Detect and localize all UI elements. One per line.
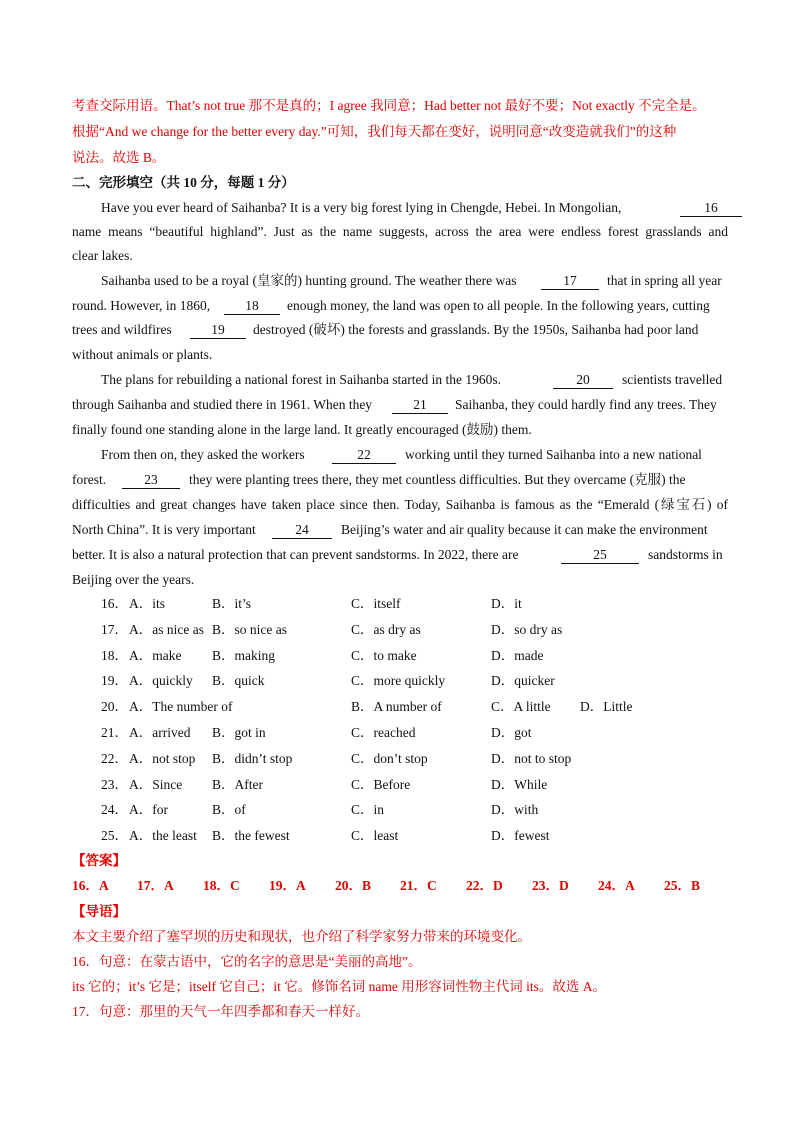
answer-item: 18．C — [203, 878, 240, 893]
guide-heading: 【导语】 — [72, 904, 126, 919]
passage-p4-line-2-start: forest. — [72, 472, 107, 487]
passage-p3-line-1-end: scientists travelled — [622, 372, 723, 387]
blank-22 — [332, 445, 396, 465]
passage-p1-line-1 — [101, 198, 621, 218]
question-number: 16． — [101, 596, 128, 611]
intro-explanation-line-3: 说法。故选 B。 — [72, 150, 166, 165]
question-number: 18． — [101, 648, 128, 663]
option-d: D．got — [491, 725, 532, 740]
option-b: B．got in — [212, 725, 266, 740]
option-c: C．Before — [351, 777, 411, 792]
answer-item: 22．D — [466, 878, 503, 893]
option-b: B．didn’t stop — [212, 751, 293, 766]
question-number: 24． — [101, 802, 128, 817]
blank-21 — [392, 395, 448, 415]
passage-text: Saihanba used to be a royal (皇家的) hunting ground. The weather there was — [101, 273, 517, 288]
option-a: A．Since — [129, 777, 183, 792]
option-a: A．as nice as — [129, 622, 204, 637]
option-b: B．of — [212, 802, 246, 817]
blank-19 — [190, 320, 246, 340]
option-d: D．not to stop — [491, 751, 572, 766]
option-b: B．it’s — [212, 596, 252, 611]
option-a: A．not stop — [129, 751, 196, 766]
option-c: C．in — [351, 802, 385, 817]
blank-17 — [541, 271, 599, 291]
passage-p4-line-5-end: sandstorms in — [648, 547, 723, 562]
passage-p4-line-6: Beijing over the years. — [72, 572, 195, 587]
passage-p1-line-2: name means “beautiful highland”. Just as the name suggests, across the area were endless forest grasslands and — [72, 224, 728, 239]
passage-p4-line-3: difficulties and great changes have taken place since then. Today, Saihanba is famous as the “Emerald (绿宝石) of — [72, 497, 728, 512]
question-number: 23． — [101, 777, 128, 792]
blank-24 — [272, 520, 332, 540]
explanation-17-line-1: 17．句意：那里的天气一年四季都和春天一样好。 — [72, 1004, 369, 1019]
passage-p2-line-2-end: enough money, the land was open to all people. In the following years, cutting — [287, 298, 710, 313]
option-c: C．itself — [351, 596, 401, 611]
question-number: 22． — [101, 751, 128, 766]
question-number: 17． — [101, 622, 128, 637]
blank-number: 16 — [680, 200, 742, 217]
option-c: C．more quickly — [351, 673, 446, 688]
option-c: C．A little — [491, 699, 551, 714]
answer-item: 16．A — [72, 878, 109, 893]
intro-explanation-line-2: 根据“And we change for the better every day.”可知，我们每天都在变好，说明同意“改变造就我们”的这种 — [72, 124, 677, 139]
option-d: D．While — [491, 777, 548, 792]
option-b: B．so nice as — [212, 622, 287, 637]
passage-p3-line-2-start: through Saihanba and studied there in 1961. When they — [72, 397, 373, 412]
answer-item: 25．B — [664, 878, 701, 893]
option-c: C．reached — [351, 725, 416, 740]
option-c: C．as dry as — [351, 622, 421, 637]
answer-item: 17．A — [137, 878, 174, 893]
question-number: 21． — [101, 725, 128, 740]
option-b: B．making — [212, 648, 275, 663]
blank-number: 20 — [553, 372, 613, 389]
blank-25 — [561, 545, 639, 565]
passage-p2-line-1-end: that in spring all year — [607, 273, 722, 288]
option-a: A．The number of — [129, 699, 233, 714]
answer-item: 20．B — [335, 878, 372, 893]
blank-number: 19 — [190, 322, 246, 339]
passage-p3-line-1-start: The plans for rebuilding a national forest in Saihanba started in the 1960s. — [101, 372, 502, 387]
answer-item: 19．A — [269, 878, 306, 893]
answer-heading: 【答案】 — [72, 853, 126, 868]
option-c: C．don’t stop — [351, 751, 428, 766]
passage-p3-line-2-end: Saihanba, they could hardly find any trees. They — [455, 397, 717, 412]
option-d: D．quicker — [491, 673, 555, 688]
blank-number: 22 — [332, 447, 396, 464]
explanation-16-line-2: its 它的；it’s 它是；itself 它自己；it 它。修饰名词 name 用形容词性物主代词 its。故选 A。 — [72, 979, 606, 994]
passage-p2-line-2-start: round. However, in 1860, — [72, 298, 211, 313]
blank-16 — [680, 198, 742, 218]
passage-p2-line-3-start: trees and wildfires — [72, 322, 172, 337]
question-number: 20． — [101, 699, 128, 714]
option-d: D．Little — [580, 699, 633, 714]
passage-p4-line-5-start: better. It is also a natural protection that can prevent sandstorms. In 2022, there are — [72, 547, 519, 562]
option-d: D．so dry as — [491, 622, 563, 637]
passage-p4-line-2-end: they were planting trees there, they met countless difficulties. But they overcame (克服) the — [189, 472, 686, 487]
passage-p2-line-4: without animals or plants. — [72, 347, 213, 362]
option-d: D．with — [491, 802, 539, 817]
explanation-16-line-1: 16．句意：在蒙古语中，它的名字的意思是“美丽的高地”。 — [72, 954, 422, 969]
question-number: 19． — [101, 673, 128, 688]
passage-p1-line-3: clear lakes. — [72, 248, 133, 263]
option-d: D．made — [491, 648, 544, 663]
blank-18 — [224, 296, 280, 316]
blank-20 — [553, 370, 613, 390]
blank-23 — [122, 470, 180, 490]
option-a: A．arrived — [129, 725, 191, 740]
option-b: B．the fewest — [212, 828, 290, 843]
option-c: C．to make — [351, 648, 417, 663]
blank-number: 17 — [541, 273, 599, 290]
option-b: B．After — [212, 777, 263, 792]
answer-item: 24．A — [598, 878, 635, 893]
blank-number: 23 — [122, 472, 180, 489]
blank-number: 24 — [272, 522, 332, 539]
passage-p4-line-4-end: Beijing’s water and air quality because it can make the environment — [341, 522, 708, 537]
blank-number: 25 — [561, 547, 639, 564]
passage-p3-line-3: finally found one standing alone in the large land. It greatly encouraged (鼓励) them. — [72, 422, 532, 437]
question-number: 25． — [101, 828, 128, 843]
option-a: A．its — [129, 596, 166, 611]
answer-item: 21．C — [400, 878, 437, 893]
passage-p4-line-4-start: North China”. It is very important — [72, 522, 256, 537]
section-title: 二、完形填空（共 10 分，每题 1 分） — [72, 175, 295, 190]
answer-item: 23．D — [532, 878, 569, 893]
blank-number: 21 — [392, 397, 448, 414]
option-a: A．make — [129, 648, 182, 663]
passage-text: Have you ever heard of Saihanba? It is a very big forest lying in Chengde, Hebei. In Mongolian, — [101, 200, 622, 215]
passage-p2-line-1 — [101, 271, 517, 291]
guide-text: 本文主要介绍了塞罕坝的历史和现状，也介绍了科学家努力带来的环境变化。 — [72, 929, 531, 944]
option-a: A．quickly — [129, 673, 193, 688]
option-d: D．it — [491, 596, 522, 611]
blank-number: 18 — [224, 298, 280, 315]
option-d: D．fewest — [491, 828, 550, 843]
passage-p4-line-1-start: From then on, they asked the workers — [101, 447, 305, 462]
option-b: B．quick — [212, 673, 265, 688]
passage-p2-line-3-end: destroyed (破坏) the forests and grasslands. By the 1950s, Saihanba had poor land — [253, 322, 699, 337]
option-b: B．A number of — [351, 699, 442, 714]
option-c: C．least — [351, 828, 399, 843]
intro-explanation-line-1: 考查交际用语。That’s not true 那不是真的；I agree 我同意；Had better not 最好不要；Not exactly 不完全是。 — [72, 98, 706, 113]
option-a: A．the least — [129, 828, 197, 843]
option-a: A．for — [129, 802, 168, 817]
passage-p4-line-1-end: working until they turned Saihanba into a new national — [405, 447, 702, 462]
